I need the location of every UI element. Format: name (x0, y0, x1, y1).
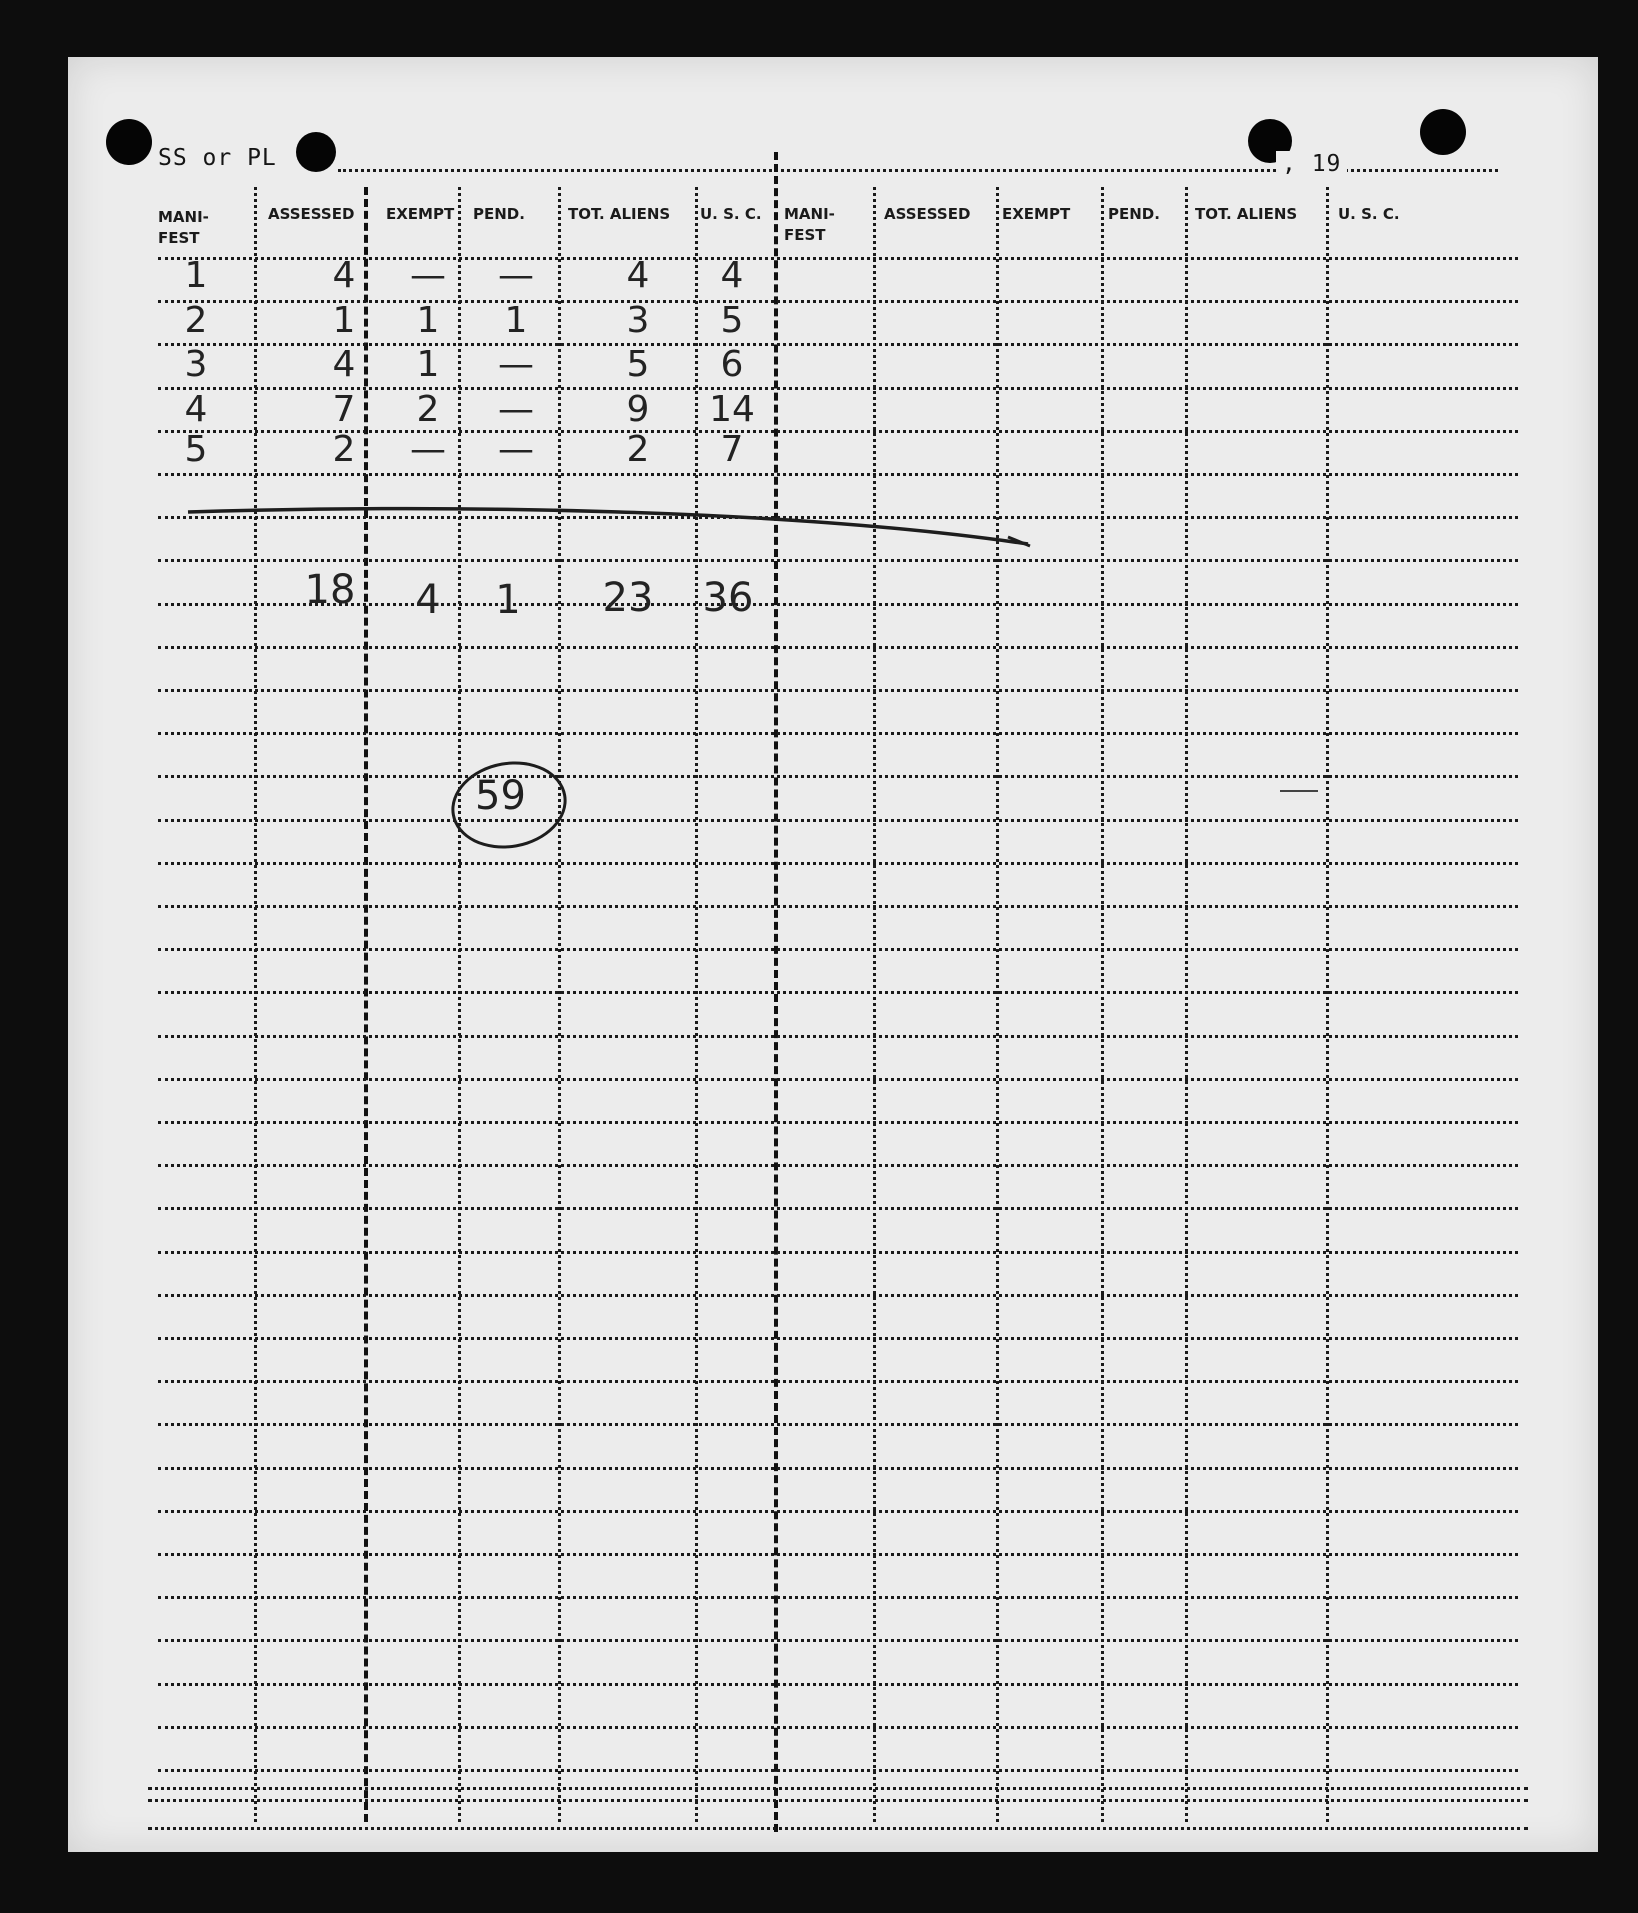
entry-assessed: 1 (332, 300, 356, 341)
total-exempt: 4 (415, 577, 441, 623)
col-exempt-right: EXEMPT (1002, 205, 1071, 223)
col-tot-aliens-right: TOT. ALIENS (1195, 205, 1298, 223)
total-assessed: 18 (304, 567, 356, 613)
entry-exempt: — (410, 255, 446, 296)
entry-exempt: 1 (416, 300, 440, 341)
bottom-rule (148, 1827, 1528, 1830)
bottom-rule (148, 1799, 1528, 1802)
col-assessed-left: ASSESSED (268, 205, 355, 223)
total-tot-aliens: 23 (602, 575, 654, 621)
col-usc-left: U. S. C. (700, 205, 762, 223)
entry-tot-aliens: 2 (626, 429, 650, 470)
grand-total: 59 (475, 773, 526, 819)
entry-exempt: — (410, 429, 446, 470)
col-exempt-left: EXEMPT (386, 205, 455, 223)
total-usc: 36 (702, 575, 754, 621)
entry-usc: 4 (720, 255, 744, 296)
entry-manifest: 4 (184, 389, 208, 430)
col-manifest-left: MANI- FEST (158, 208, 209, 247)
entry-usc: 7 (720, 429, 744, 470)
entry-usc: 6 (720, 344, 744, 385)
handwritten-separator-stroke (68, 57, 1598, 1852)
entry-manifest: 2 (184, 300, 208, 341)
entry-assessed: 4 (332, 255, 356, 296)
entry-pend: — (498, 344, 534, 385)
col-pend-right: PEND. (1108, 205, 1160, 223)
col-assessed-right: ASSESSED (884, 205, 971, 223)
entry-tot-aliens: 9 (626, 389, 650, 430)
entry-tot-aliens: 5 (626, 344, 650, 385)
entry-tot-aliens: 4 (626, 255, 650, 296)
entry-usc: 14 (709, 389, 755, 430)
entry-pend: — (498, 389, 534, 430)
col-tot-aliens-left: TOT. ALIENS (568, 205, 671, 223)
entry-pend: — (498, 255, 534, 296)
entry-assessed: 2 (332, 429, 356, 470)
entry-pend: — (498, 429, 534, 470)
form-page (68, 57, 1598, 1852)
entry-assessed: 4 (332, 344, 356, 385)
entry-assessed: 7 (332, 389, 356, 430)
stray-dash-mark (1280, 790, 1318, 792)
col-pend-left: PEND. (473, 205, 525, 223)
entry-tot-aliens: 3 (626, 300, 650, 341)
col-manifest-right: MANI- FEST (784, 205, 835, 244)
entry-usc: 5 (720, 300, 744, 341)
entry-manifest: 1 (184, 255, 208, 296)
vessel-label: SS or PL (158, 145, 277, 171)
col-usc-right: U. S. C. (1338, 205, 1400, 223)
entry-pend: 1 (504, 300, 528, 341)
bottom-rule (148, 1787, 1528, 1790)
entry-manifest: 5 (184, 429, 208, 470)
entry-manifest: 3 (184, 344, 208, 385)
total-pend: 1 (495, 577, 521, 623)
entry-exempt: 2 (416, 389, 440, 430)
year-label: , 19 (1276, 151, 1347, 177)
entry-exempt: 1 (416, 344, 440, 385)
